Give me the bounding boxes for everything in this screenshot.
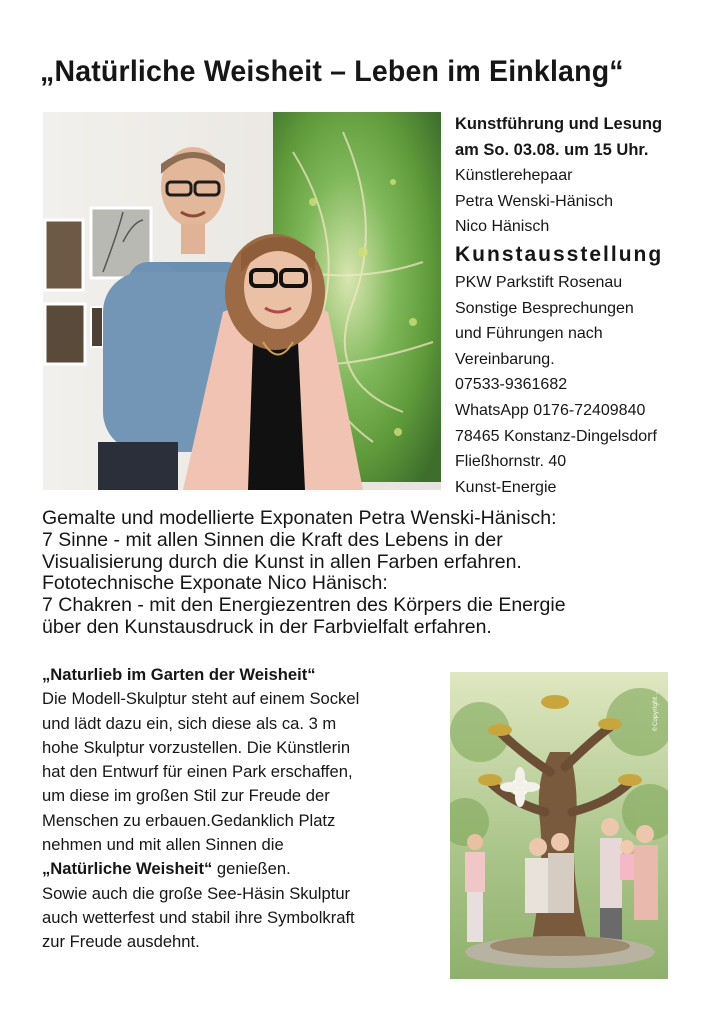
other-meetings: Sonstige Besprechungen (455, 299, 634, 317)
event-info (455, 112, 715, 500)
text-line: hat den Entwurf für einen Park erschaffen, (42, 762, 353, 782)
page-title: „Natürliche Weisheit – Leben im Einklang“ (40, 55, 624, 88)
artist-couple-photo (43, 112, 441, 490)
exhibits-description (42, 508, 702, 639)
street-address: Fließhornstr. 40 (455, 453, 567, 471)
whatsapp-number: WhatsApp 0176-72409840 (455, 401, 646, 419)
text-line: und lädt dazu ein, sich diese als ca. 3 m (42, 713, 337, 733)
artist-name-nico: Nico Hänisch (455, 218, 550, 236)
text-line: auch wetterfest und stabil ihre Symbolkraft (42, 907, 355, 927)
postal-city: 78465 Konstanz-Dingelsdorf (455, 427, 657, 445)
para-line: 7 Sinne - mit allen Sinnen die Kraft des Lebens in der (42, 528, 503, 551)
tours-line: und Führungen nach (455, 325, 603, 343)
text-line: zur Freude ausdehnt. (42, 932, 200, 952)
sculpture-image (450, 672, 668, 979)
brand-label: Kunst-Energie (455, 478, 557, 496)
text-line: um diese im großen Stil zur Freude der (42, 786, 330, 806)
exhibition-heading: Kunstausstellung (455, 242, 664, 266)
text-fragment: genießen. (212, 859, 291, 879)
text-line: Die Modell-Skulptur steht auf einem Sockel (42, 689, 360, 709)
phone-number: 07533-9361682 (455, 376, 568, 394)
bold-phrase: „Natürliche Weisheit“ (42, 859, 213, 879)
sculpture-heading: „Naturlieb im Garten der Weisheit“ (42, 665, 316, 684)
parking-info: PKW Parkstift Rosenau (455, 273, 623, 291)
sculpture-illustration (450, 672, 668, 979)
text-line: hohe Skulptur vorzustellen. Die Künstlerin (42, 737, 351, 757)
artists-label: Künstlerehepaar (455, 167, 573, 185)
para-line: 7 Chakren - mit den Energiezentren des Körpers die Energie (42, 594, 566, 617)
copyright-watermark: ©Copyright ... (652, 689, 659, 732)
text-line: Sowie auch die große See-Häsin Skulptur (42, 883, 351, 903)
text-line (42, 857, 432, 881)
text-line: Menschen zu erbauen.Gedanklich Platz (42, 810, 336, 830)
event-type: Kunstführung und Lesung (455, 115, 663, 133)
event-date: am So. 03.08. um 15 Uhr. (455, 140, 649, 159)
artist-name-petra: Petra Wenski-Hänisch (455, 192, 613, 210)
sculpture-description (42, 663, 432, 955)
para-line: Visualisierung durch die Kunst in allen Farben erfahren. (42, 550, 522, 573)
text-line: nehmen und mit allen Sinnen die (42, 835, 284, 855)
appointment-line: Vereinbarung. (455, 350, 555, 368)
para-line: Fototechnische Exponate Nico Hänisch: (42, 572, 388, 595)
para-line: über den Kunstausdruck in der Farbvielfalt erfahren. (42, 615, 492, 638)
para-line: Gemalte und modellierte Exponaten Petra Wenski-Hänisch: (42, 507, 557, 529)
artist-couple-illustration (43, 112, 441, 490)
